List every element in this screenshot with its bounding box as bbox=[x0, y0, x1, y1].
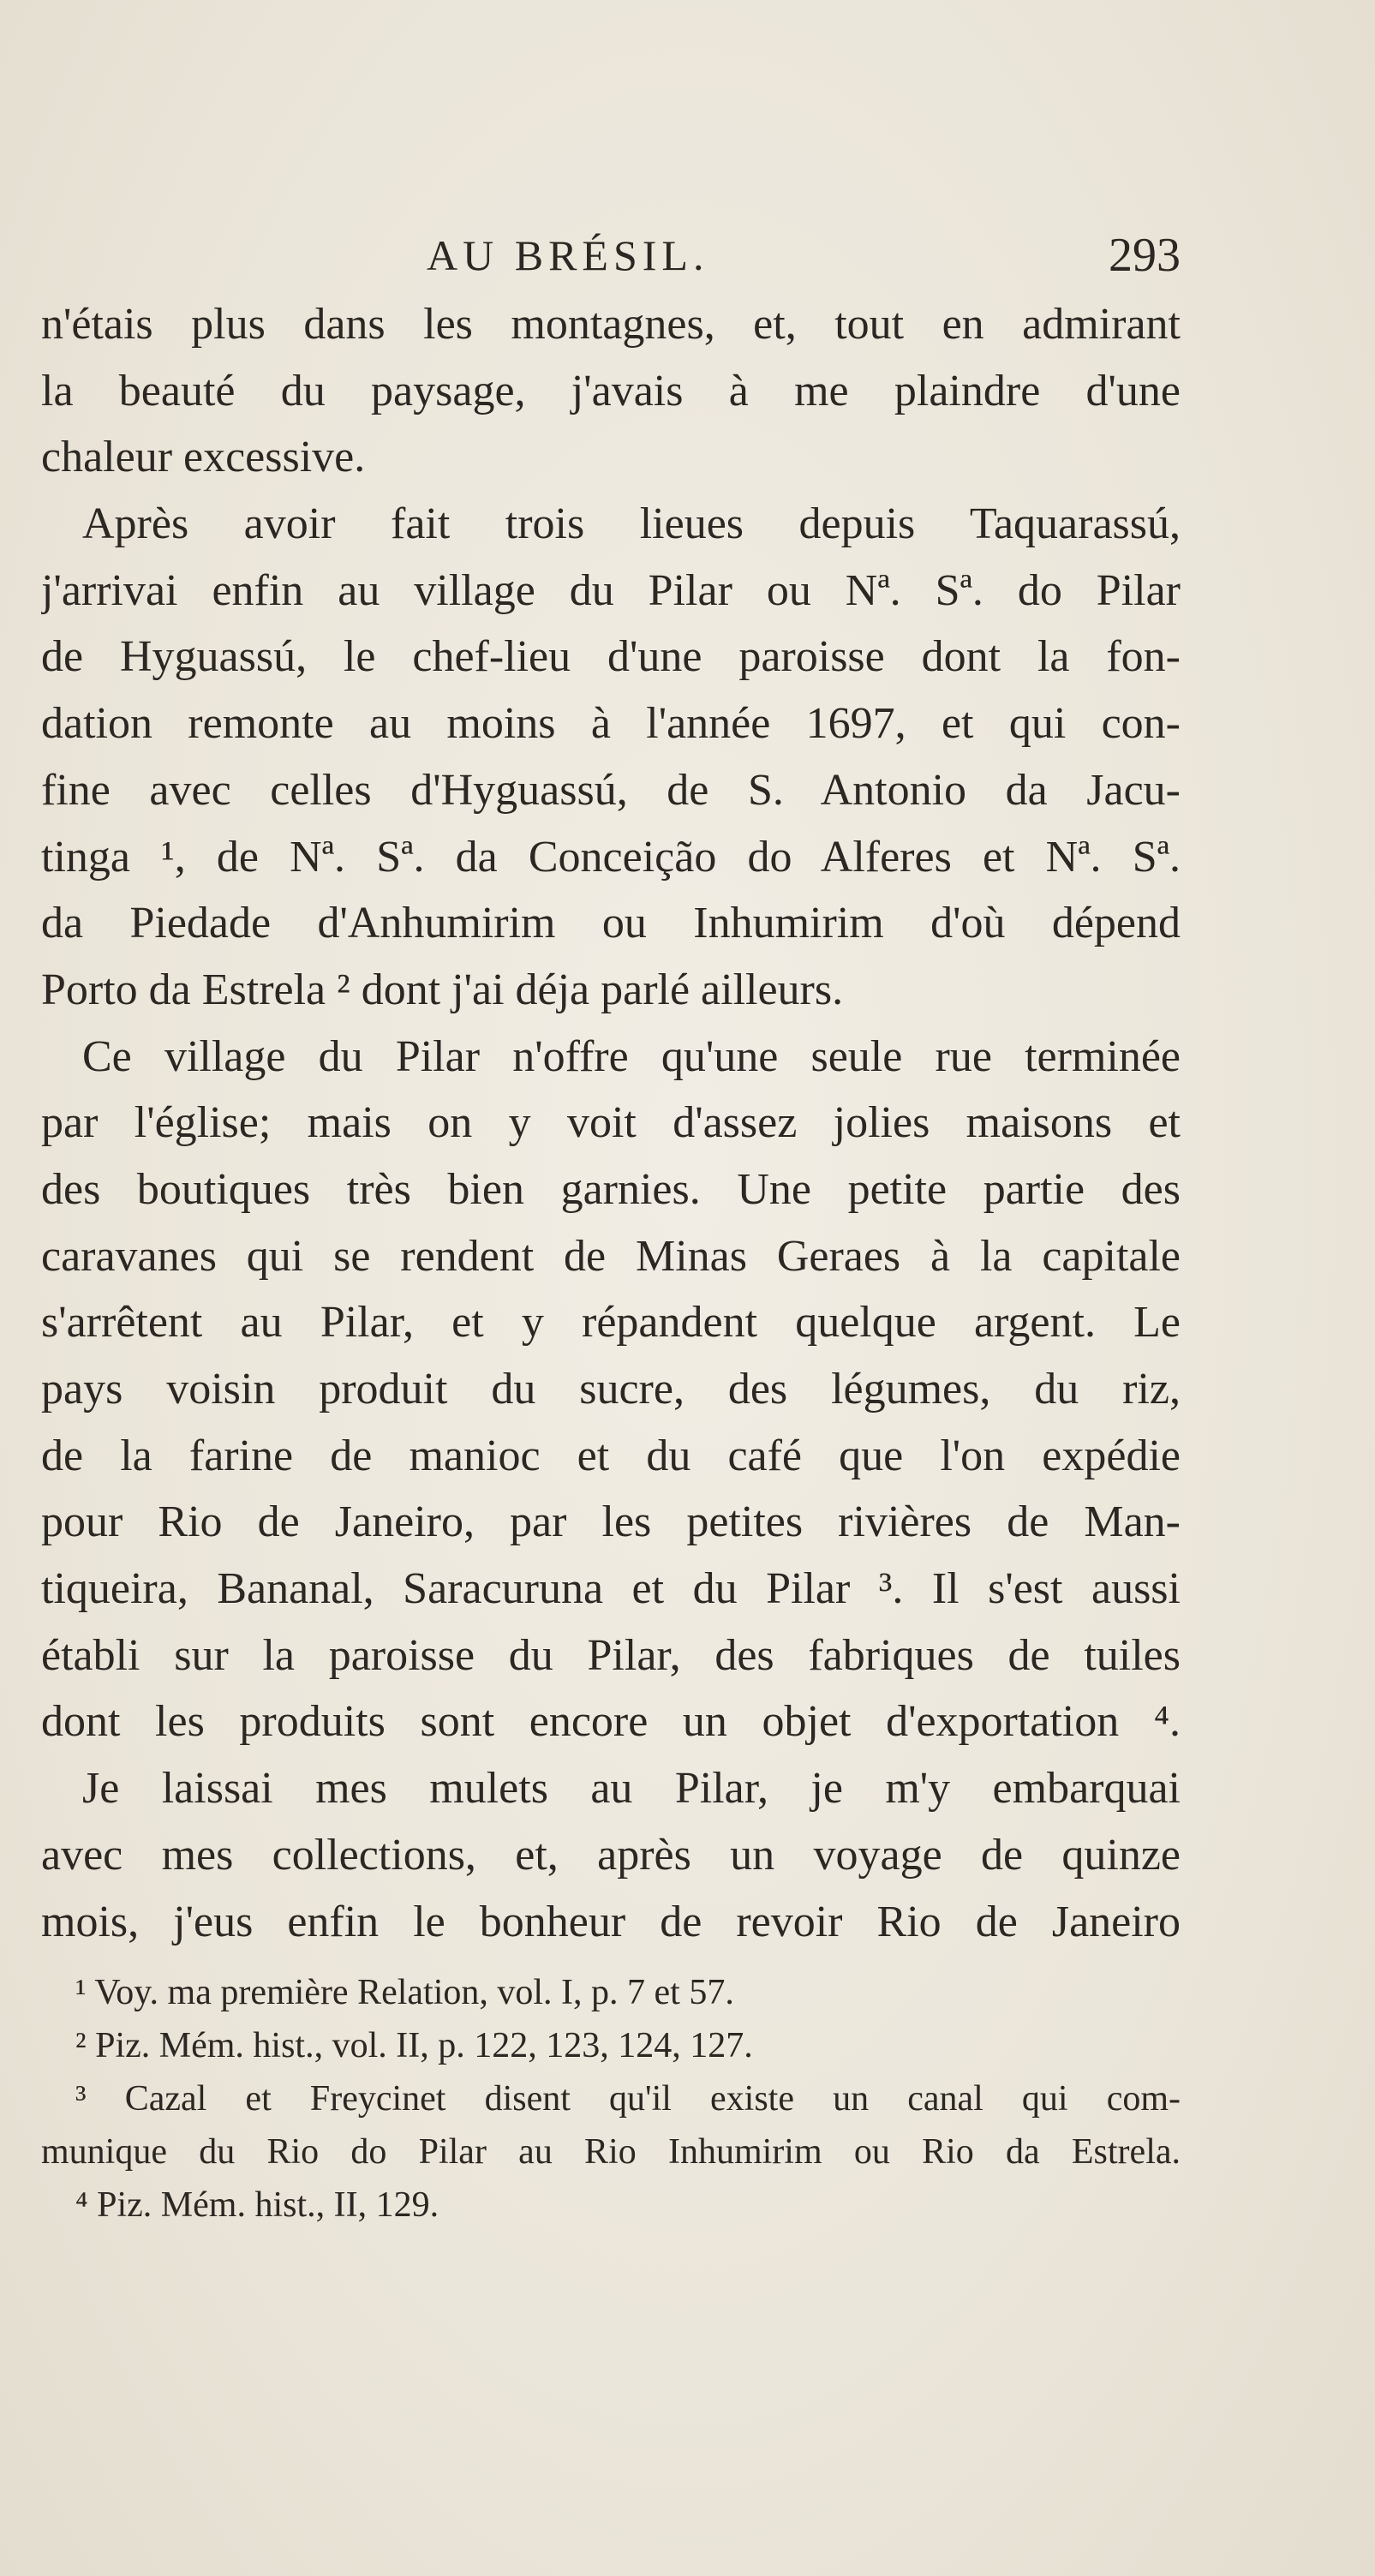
text-line: de la farine de manioc et du café que l'on expédie bbox=[41, 1431, 1181, 1480]
footnote-2: ² Piz. Mém. hist., vol. II, p. 122, 123, 124, 127. bbox=[75, 2026, 753, 2065]
text-line: mois, j'eus enfin le bonheur de revoir Rio de Janeiro bbox=[41, 1897, 1181, 1946]
footnote-1: ¹ Voy. ma première Relation, vol. I, p. 7 et 57. bbox=[75, 1973, 734, 2012]
text-line: avec mes collections, et, après un voyage de quinze bbox=[41, 1830, 1181, 1880]
footnote-4: ⁴ Piz. Mém. hist., II, 129. bbox=[75, 2185, 439, 2225]
text-line: tiqueira, Bananal, Saracuruna et du Pilar ³. Il s'est aussi bbox=[41, 1564, 1181, 1614]
footnote-3-continued: munique du Rio do Pilar au Rio Inhumirim ou Rio da Estrela. bbox=[41, 2132, 1181, 2172]
footnote-3: ³ Cazal et Freycinet disent qu'il existe un canal qui com- bbox=[75, 2079, 1181, 2119]
text-line: par l'église; mais on y voit d'assez jolies maisons et bbox=[41, 1098, 1181, 1148]
text-line: Ce village du Pilar n'offre qu'une seule rue terminée bbox=[82, 1031, 1181, 1081]
page-header bbox=[0, 221, 1375, 290]
text-line: Je laissai mes mulets au Pilar, je m'y embarquai bbox=[82, 1764, 1181, 1814]
body-text bbox=[41, 291, 1181, 1955]
text-line: de Hyguassú, le chef-lieu d'une paroisse dont la fon- bbox=[41, 632, 1181, 682]
text-line: tinga ¹, de Nª. Sª. da Conceição do Alferes et Nª. Sª. bbox=[41, 832, 1181, 882]
text-line: chaleur excessive. bbox=[41, 433, 366, 482]
text-line: n'étais plus dans les montagnes, et, tout en admirant bbox=[41, 300, 1181, 349]
text-line: Après avoir fait trois lieues depuis Taquarassú, bbox=[82, 499, 1181, 549]
text-line: la beauté du paysage, j'avais à me plaindre d'une bbox=[41, 366, 1181, 415]
text-line: caravanes qui se rendent de Minas Geraes à la capitale bbox=[41, 1231, 1181, 1281]
text-line: da Piedade d'Anhumirim ou Inhumirim d'où dépend bbox=[41, 899, 1181, 948]
footnotes bbox=[41, 1966, 1181, 2232]
text-line: j'arrivai enfin au village du Pilar ou Nª. Sª. do Pilar bbox=[41, 565, 1181, 615]
text-line: Porto da Estrela ² dont j'ai déja parlé ailleurs. bbox=[41, 965, 844, 1014]
text-line: dation remonte au moins à l'année 1697, et qui con- bbox=[41, 699, 1181, 749]
text-line: s'arrêtent au Pilar, et y répandent quelque argent. Le bbox=[41, 1298, 1181, 1348]
text-line: fine avec celles d'Hyguassú, de S. Antonio da Jacu- bbox=[41, 765, 1181, 815]
text-line: pays voisin produit du sucre, des légumes, du riz, bbox=[41, 1365, 1181, 1414]
text-line: établi sur la paroisse du Pilar, des fabriques de tuiles bbox=[41, 1630, 1181, 1680]
text-line: pour Rio de Janeiro, par les petites rivières de Man- bbox=[41, 1497, 1181, 1547]
text-line: des boutiques très bien garnies. Une petite partie des bbox=[41, 1164, 1181, 1214]
page-number: 293 bbox=[1109, 229, 1181, 282]
running-title: AU BRÉSIL. bbox=[427, 231, 709, 279]
text-line: dont les produits sont encore un objet d'exportation ⁴. bbox=[41, 1697, 1181, 1747]
